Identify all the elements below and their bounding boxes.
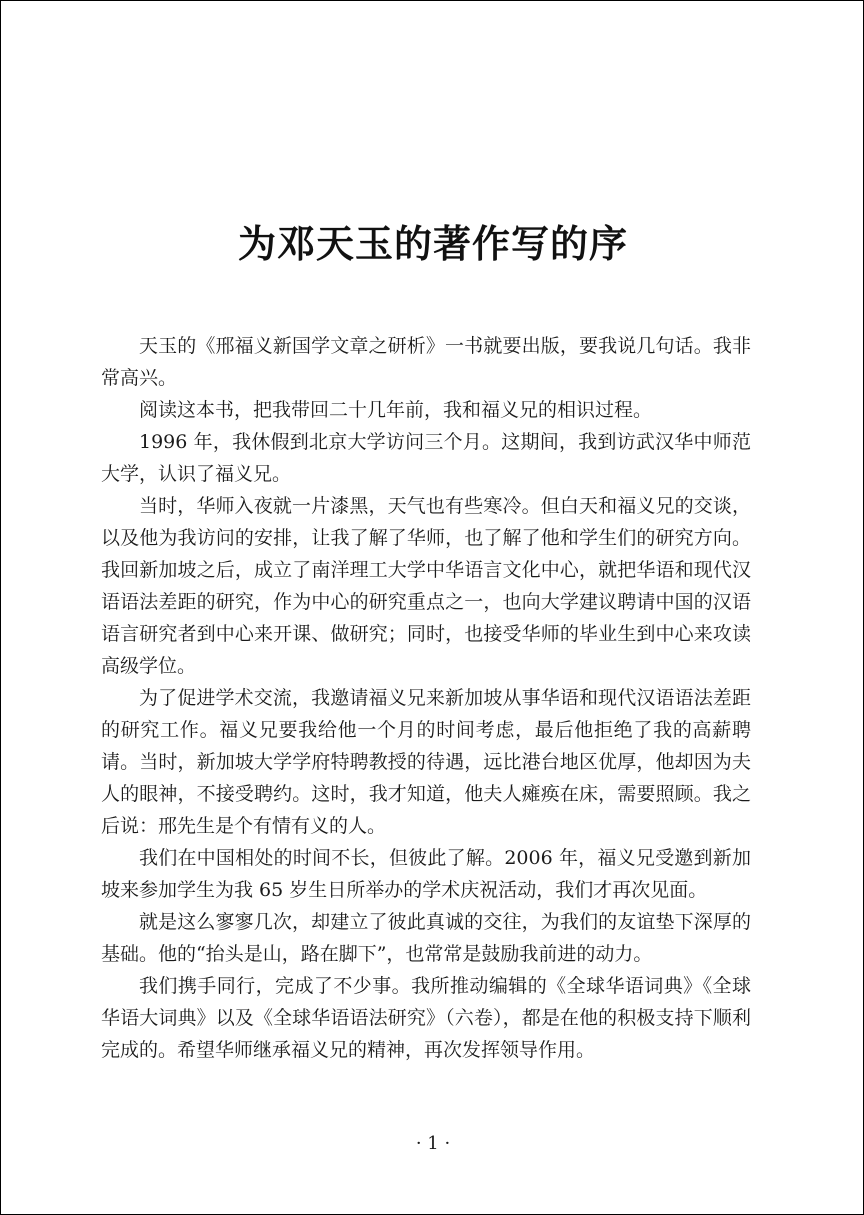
paragraph: 当时，华师入夜就一片漆黑，天气也有些寒冷。但白天和福义兄的交谈，以及他为我访问的安排，让我了解了华师，也了解了他和学生们的研究方向。我回新加坡之后，成立了南洋理工大学中华语言文化中心，就把华语和现代汉语语法差距的研究，作为中心的研究重点之一，也向大学建议聘请中国的汉语语言研究者到中心来开课、做研究；同时，也接受华师的毕业生到中心来攻读高级学位。 [101,495,751,677]
paragraph: 1996 年，我休假到北京大学访问三个月。这期间，我到访武汉华中师范大学，认识了福义兄。 [101,431,751,485]
paragraph: 天玉的《邢福义新国学文章之研析》一书就要出版，要我说几句话。我非常高兴。 [101,335,751,389]
paragraph: 就是这么寥寥几次，却建立了彼此真诚的交往，为我们的友谊垫下深厚的基础。他的“抬头是山，路在脚下”，也常常是鼓励我前进的动力。 [101,911,751,965]
document-body [101,330,751,1066]
document-title: 为邓天玉的著作写的序 [237,221,628,266]
paragraph: 我们在中国相处的时间不长，但彼此了解。2006 年，福义兄受邀到新加坡来参加学生为我 65 岁生日所举办的学术庆祝活动，我们才再次见面。 [101,847,751,901]
page-number: · 1 · [415,1133,451,1154]
paragraph: 我们携手同行，完成了不少事。我所推动编辑的《全球华语词典》《全球华语大词典》以及《全球华语语法研究》（六卷），都是在他的积极支持下顺利完成的。希望华师继承福义兄的精神，再次发挥领导作用。 [101,975,751,1061]
paragraph: 为了促进学术交流，我邀请福义兄来新加坡从事华语和现代汉语语法差距的研究工作。福义兄要我给他一个月的时间考虑，最后他拒绝了我的高薪聘请。当时，新加坡大学学府特聘教授的待遇，远比港台地区优厚，他却因为夫人的眼神，不接受聘约。这时，我才知道，他夫人瘫痪在床，需要照顾。我之后说：邢先生是个有情有义的人。 [101,687,751,837]
paragraph: 阅读这本书，把我带回二十几年前，我和福义兄的相识过程。 [139,399,653,421]
